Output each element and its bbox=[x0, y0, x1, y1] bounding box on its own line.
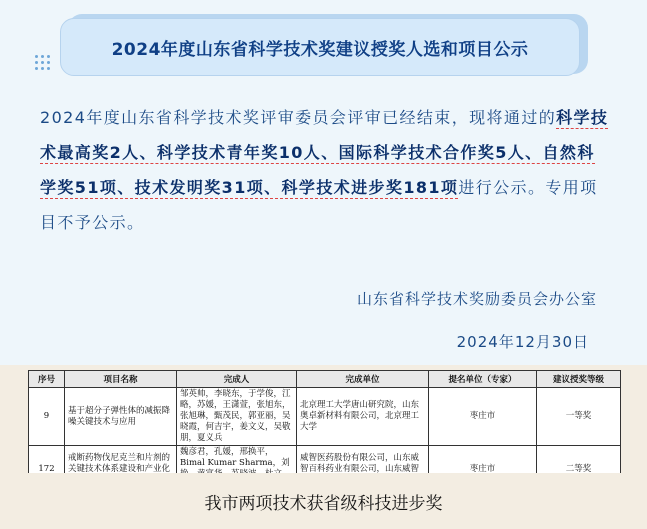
image-caption: 我市两项技术获省级科技进步奖 bbox=[204, 493, 443, 514]
row-no: 9 bbox=[29, 388, 65, 446]
header-units: 完成单位 bbox=[297, 371, 429, 388]
row-level: 二等奖 bbox=[537, 446, 621, 493]
notice-title: 2024年度山东省科学技术奖建议授奖人选和项目公示 bbox=[111, 39, 529, 60]
header-project-name: 项目名称 bbox=[65, 371, 177, 388]
table-row bbox=[29, 388, 621, 446]
header-people: 完成人 bbox=[177, 371, 297, 388]
notice-tail: 进行公示。专用项目不予公示。 bbox=[40, 178, 598, 232]
row-people: 魏彦君，孔媛，邢换平，Bimal Kumar Sharma，刘 bbox=[177, 446, 297, 493]
notice-body bbox=[40, 100, 612, 240]
table-header-row bbox=[29, 371, 621, 388]
row-project-name: 基于超分子弹性体的减振降噪关键技术与应用 bbox=[65, 388, 177, 446]
row-units: 威智医药股份有限公司，山东威智百科药业有限公司，山东威智 bbox=[297, 446, 429, 493]
row-level: 一等奖 bbox=[537, 388, 621, 446]
header-nominator: 提名单位（专家） bbox=[429, 371, 537, 388]
row-nominator: 枣庄市 bbox=[429, 388, 537, 446]
notice-date: 2024年12月30日 bbox=[456, 333, 589, 351]
caption-bar bbox=[0, 473, 647, 529]
notice-signature: 山东省科学技术奖励委员会办公室 bbox=[356, 290, 597, 308]
row-no: 172 bbox=[29, 446, 65, 493]
notice-highlight: 科学技术最高奖2人、科学技术青年奖10人、国际科学技术合作奖5人、自然科学奖51项、技术发明奖31项、科学技术进步奖181项 bbox=[40, 108, 609, 197]
notice-intro: 2024年度山东省科学技术奖评审委员会评审已经结束，现将通过的 bbox=[40, 108, 557, 127]
title-bar bbox=[60, 18, 580, 76]
award-table bbox=[28, 370, 620, 473]
row-nominator: 枣庄市 bbox=[429, 446, 537, 493]
row-project-name: 戒断药物伐尼克兰和片剂的关键技术体系建设和产业化 bbox=[65, 446, 177, 493]
header-no: 序号 bbox=[29, 371, 65, 388]
decorative-dots-icon bbox=[35, 55, 53, 73]
row-units: 北京理工大学唐山研究院，山东奥卓新材料有限公司，北京理工大学 bbox=[297, 388, 429, 446]
row-people: 邹英帅，李晓东，于学俊，江略，苏媛，王潇萱，张旭东，张旭琳，甄茂民，郭亚丽，吴晓霞，何吉宇，姜文义，吴敬朋，夏义兵 bbox=[177, 388, 297, 446]
header-level: 建议授奖等级 bbox=[537, 371, 621, 388]
